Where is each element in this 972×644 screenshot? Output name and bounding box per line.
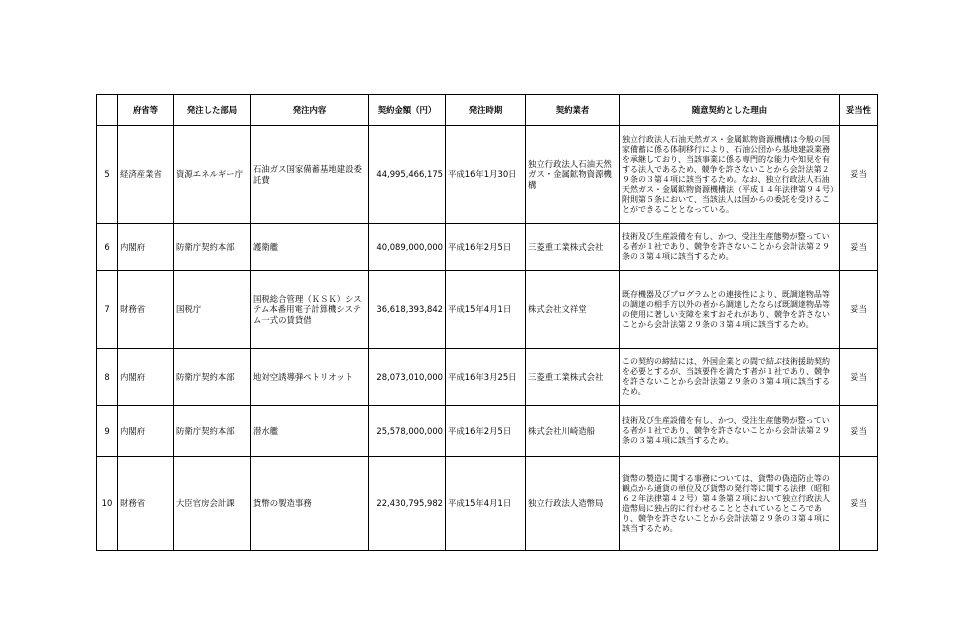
header-ministry: 府省等 — [118, 95, 174, 126]
cell-contractor: 独立行政法人造幣局 — [526, 457, 620, 551]
header-no — [97, 95, 118, 126]
table-row — [97, 271, 878, 349]
cell-validity: 妥当 — [840, 349, 878, 406]
table-row — [97, 224, 878, 271]
table-row — [97, 457, 878, 551]
table-row — [97, 406, 878, 457]
cell-ministry: 内閣府 — [118, 406, 174, 457]
cell-no: 8 — [97, 349, 118, 406]
header-reason: 随意契約とした理由 — [620, 95, 840, 126]
cell-date: 平成15年4月1日 — [446, 457, 526, 551]
cell-reason: 技術及び生産設備を有し、かつ、受注生産態勢が整っている者が１社であり、競争を許さないことから会計法第２９条の３第４項に該当するため。 — [620, 406, 840, 457]
cell-content: 護衛艦 — [251, 224, 369, 271]
cell-date: 平成16年2月5日 — [446, 406, 526, 457]
cell-reason: 独立行政法人石油天然ガス・金属鉱物資源機構は今般の国家備蓄に係る体制移行により、石油公団から基地建設業務を承継しており、当該事業に係る専門的な能力や知見を有する法人であるため、競争を許さないことから会計法第２９条の３第４項に該当するため。なお、独立行政法人石油天然ガス・金属鉱物資源機構法（平成１４年法律第９４号）附則第５条において、当該法人は国からの委託を受けることができることとなっている。 — [620, 126, 840, 224]
header-department: 発注した部局 — [174, 95, 251, 126]
cell-contractor: 株式会社川崎造船 — [526, 406, 620, 457]
cell-department: 資源エネルギー庁 — [174, 126, 251, 224]
table-row — [97, 349, 878, 406]
cell-ministry: 内閣府 — [118, 224, 174, 271]
header-date: 発注時期 — [446, 95, 526, 126]
cell-amount: 28,073,010,000 — [369, 349, 446, 406]
cell-reason: 貨幣の製造に関する事務については、貨幣の偽造防止等の観点から通貨の単位及び貨幣の発行等に関する法律（昭和６２年法律第４２号）第４条第２項において独立行政法人造幣局に独占的に行わせることとされているところであり、競争を許さないことから会計法第２９条の３第４項に該当するため。 — [620, 457, 840, 551]
cell-date: 平成16年2月5日 — [446, 224, 526, 271]
cell-validity: 妥当 — [840, 224, 878, 271]
cell-department: 防衛庁契約本部 — [174, 406, 251, 457]
cell-amount: 44,995,466,175 — [369, 126, 446, 224]
cell-no: 5 — [97, 126, 118, 224]
cell-validity: 妥当 — [840, 457, 878, 551]
cell-content: 貨幣の製造事務 — [251, 457, 369, 551]
cell-content: 国税総合管理（ＫＳＫ）システム本番用電子計算機システム一式の賃貸借 — [251, 271, 369, 349]
cell-date: 平成16年3月25日 — [446, 349, 526, 406]
header-contractor: 契約業者 — [526, 95, 620, 126]
cell-no: 10 — [97, 457, 118, 551]
cell-amount: 25,578,000,000 — [369, 406, 446, 457]
cell-validity: 妥当 — [840, 271, 878, 349]
contracts-table — [96, 94, 878, 551]
cell-no: 6 — [97, 224, 118, 271]
cell-contractor: 三菱重工業株式会社 — [526, 349, 620, 406]
cell-validity: 妥当 — [840, 406, 878, 457]
cell-reason: この契約の締結には、外国企業との間で結ぶ技術援助契約を必要とするが、当該要件を満たす者が１社であり、競争を許さないことから会計法第２９条の３第４項に該当するため。 — [620, 349, 840, 406]
cell-ministry: 財務省 — [118, 271, 174, 349]
cell-reason: 既存機器及びプログラムとの連接性により、既調達物品等の調達の相手方以外の者から調達したならば既調達物品等の使用に著しい支障を来すおそれがあり、競争を許さないことから会計法第２９条の３第４項に該当するため。 — [620, 271, 840, 349]
cell-contractor: 独立行政法人石油天然ガス・金属鉱物資源機構 — [526, 126, 620, 224]
cell-department: 防衛庁契約本部 — [174, 349, 251, 406]
cell-no: 7 — [97, 271, 118, 349]
header-row — [97, 95, 878, 126]
cell-content: 石油ガス国家備蓄基地建設委託費 — [251, 126, 369, 224]
cell-no: 9 — [97, 406, 118, 457]
header-content: 発注内容 — [251, 95, 369, 126]
cell-ministry: 経済産業省 — [118, 126, 174, 224]
cell-department: 防衛庁契約本部 — [174, 224, 251, 271]
cell-amount: 36,618,393,842 — [369, 271, 446, 349]
cell-contractor: 株式会社文祥堂 — [526, 271, 620, 349]
cell-ministry: 財務省 — [118, 457, 174, 551]
header-validity: 妥当性 — [840, 95, 878, 126]
cell-department: 大臣官房会計課 — [174, 457, 251, 551]
cell-date: 平成15年4月1日 — [446, 271, 526, 349]
cell-department: 国税庁 — [174, 271, 251, 349]
cell-reason: 技術及び生産設備を有し、かつ、受注生産態勢が整っている者が１社であり、競争を許さないことから会計法第２９条の３第４項に該当するため。 — [620, 224, 840, 271]
cell-content: 潜水艦 — [251, 406, 369, 457]
table-row — [97, 126, 878, 224]
cell-validity: 妥当 — [840, 126, 878, 224]
cell-contractor: 三菱重工業株式会社 — [526, 224, 620, 271]
cell-amount: 40,089,000,000 — [369, 224, 446, 271]
cell-amount: 22,430,795,982 — [369, 457, 446, 551]
header-amount: 契約金額（円） — [369, 95, 446, 126]
cell-ministry: 内閣府 — [118, 349, 174, 406]
cell-date: 平成16年1月30日 — [446, 126, 526, 224]
cell-content: 地対空誘導弾ペトリオット — [251, 349, 369, 406]
